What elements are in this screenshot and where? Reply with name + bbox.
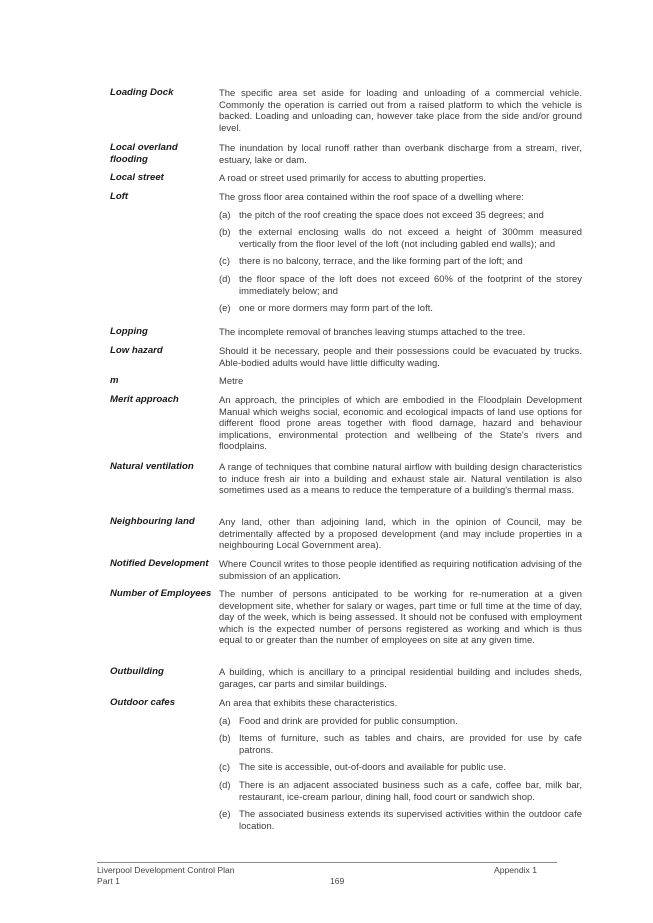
term: Local street: [110, 172, 164, 183]
item-text: there is no balcony, terrace, and the like forming part of the loft; and: [239, 255, 523, 267]
footer-part: Part 1: [97, 875, 120, 886]
definition-intro: The gross floor area contained within the roof space of a dwelling where:: [219, 191, 524, 202]
definition: The inundation by local runoff rather than overbank discharge from a stream, river, estuary, lake or dam.: [219, 142, 582, 165]
term: Loft: [110, 191, 129, 202]
page-footer: [97, 862, 557, 886]
list-item: [219, 761, 582, 773]
term: m: [110, 375, 119, 386]
entry-m: [110, 375, 582, 387]
footer-document-title: Liverpool Development Control Plan: [97, 865, 235, 875]
item-text: the pitch of the roof creating the space does not exceed 35 degrees; and: [239, 208, 544, 220]
item-label: (b): [219, 226, 231, 238]
entry-natural-ventilation: [110, 461, 582, 496]
definition: The incomplete removal of branches leaving stumps attached to the tree.: [219, 326, 526, 337]
list-item: [219, 226, 582, 249]
item-text: Items of furniture, such as tables and chairs, are provided for use by cafe patrons.: [239, 732, 582, 755]
definition: A road or street used primarily for access to abutting properties.: [219, 172, 486, 183]
term: Number of Employees: [110, 588, 212, 599]
term: Local overland flooding: [110, 142, 178, 165]
definition-intro: An area that exhibits these characteristics.: [219, 697, 398, 708]
term: Loading Dock: [110, 87, 174, 98]
entry-lopping: [110, 326, 582, 338]
definition: Should it be necessary, people and their possessions could be evacuated by trucks. Able-bodied adults would have little difficulty wading.: [219, 345, 582, 368]
entry-loading-dock: [110, 87, 582, 133]
entry-loft: [110, 191, 582, 314]
term: Outbuilding: [110, 666, 164, 677]
list-item: [219, 808, 582, 831]
list-item: [219, 732, 582, 755]
definition: An approach, the principles of which are embodied in the Floodplain Development Manual which weighs social, economic and ecological impacts of land use options for different flood prone areas together with flood damage, hazard and behaviour implications, environmental protection and wellbeing of the State's rivers and floodplains.: [219, 394, 582, 452]
footer-appendix: Appendix 1: [493, 865, 537, 875]
item-text: The associated business extends its supervised activities within the outdoor cafe location.: [239, 808, 582, 831]
item-label: (e): [219, 302, 231, 314]
term: Lopping: [110, 326, 148, 337]
entry-merit-approach: [110, 394, 582, 452]
entry-neighbouring-land: [110, 516, 582, 551]
definition: Where Council writes to those people identified as requiring notification advising of the submission of an application.: [219, 558, 582, 581]
entry-number-of-employees: [110, 588, 582, 646]
term: Neighbouring land: [110, 516, 195, 527]
list-item: [219, 302, 582, 314]
footer-divider: [97, 862, 557, 863]
term: Outdoor cafes: [110, 697, 176, 708]
item-label: (a): [219, 208, 231, 220]
entry-outdoor-cafes: [110, 697, 582, 831]
definition: Any land, other than adjoining land, which in the opinion of Council, may be detrimentally affected by a proposed development (and may include properties in a neighbouring Local Government area).: [219, 516, 582, 551]
term: Natural ventilation: [110, 461, 194, 472]
entry-local-street: [110, 172, 582, 184]
page-number: 169: [330, 875, 345, 886]
list-item: [219, 779, 582, 802]
definition: A range of techniques that combine natural airflow with building design characteristics to induce fresh air into a building and exhaust stale air. Natural ventilation is also sometimes used as a means to reduce the temperature of a building's thermal mass.: [219, 461, 582, 496]
entry-low-hazard: [110, 345, 582, 368]
term: Low hazard: [110, 345, 163, 356]
entry-local-overland-flooding: [110, 142, 582, 165]
item-label: (d): [219, 778, 231, 790]
item-text: one or more dormers may form part of the loft.: [239, 302, 434, 314]
item-text: the external enclosing walls do not exceed a height of 300mm measured vertically from the floor level of the loft (not including gabled end walls); and: [239, 226, 582, 249]
item-label: (b): [219, 732, 231, 744]
item-text: Food and drink are provided for public consumption.: [239, 714, 458, 726]
definition: Metre: [219, 375, 244, 386]
list-item: [219, 255, 582, 267]
definition: The specific area set aside for loading and unloading of a commercial vehicle. Commonly the operation is carried out from a raised platform to which the vehicle is backed. Loading and unloading can, however take place from the side and/or ground level.: [219, 87, 582, 133]
entry-outbuilding: [110, 666, 582, 689]
item-label: (e): [219, 808, 231, 820]
list-item: [219, 209, 582, 221]
item-text: There is an adjacent associated business such as a cafe, coffee bar, milk bar, restaurant, ice-cream parlour, dining hall, food court or sandwich shop.: [239, 778, 582, 802]
definition: A building, which is ancillary to a principal residential building and includes sheds, garages, car parts and similar buildings.: [219, 666, 582, 689]
definition: The number of persons anticipated to be working for re-numeration at a given development site, whether for salary or wages, part time or full time at the time of day, day of the week, which is being assessed. It should not be confused with employment which is the expected number of persons registered as working and which is thus equal to or greater than the number of employees on site at any given time.: [219, 588, 582, 646]
list-item: [219, 273, 582, 296]
item-text: the floor space of the loft does not exceed 60% of the footprint of the storey immediately below; and: [239, 272, 582, 296]
item-text: The site is accessible, out-of-doors and available for public use.: [239, 761, 506, 773]
item-label: (c): [219, 255, 231, 267]
item-label: (a): [219, 714, 231, 726]
term: Notified Development: [110, 558, 209, 569]
item-label: (d): [219, 272, 231, 284]
term: Merit approach: [110, 394, 179, 405]
entry-notified-development: [110, 558, 582, 581]
item-label: (c): [219, 761, 231, 773]
list-item: [219, 715, 582, 727]
